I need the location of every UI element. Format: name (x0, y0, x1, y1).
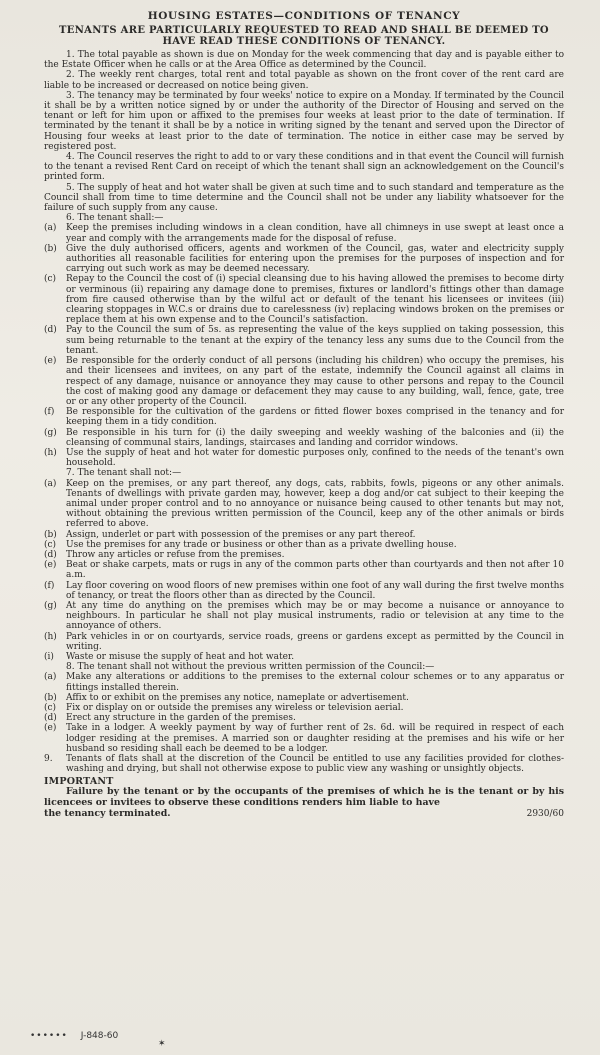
item-marker: (d) (44, 713, 57, 724)
condition-7-heading: 7. The tenant shall not:— (66, 468, 182, 479)
item-marker: 9. (44, 754, 53, 765)
print-footer (30, 1031, 166, 1049)
item-text: Keep the premises including windows in a clean condition, have all chimneys in use swept at least once a year and comply with the arrangements made for the disposal of refuse. (66, 223, 564, 244)
item-text: Use the supply of heat and hot water for domestic purposes only, confined to the needs of the tenant's own household. (66, 447, 564, 469)
item-marker: (c) (44, 703, 57, 713)
important-text: Failure by the tenant or by the occupants of the premises of which he is the tenant or by his licencees or invitees to observe these conditions renders him liable to have (44, 786, 564, 809)
item-text: Make any alterations or additions to the premises to the external colour schemes or to any apparatus or fittings installed therein. (66, 672, 564, 693)
list-item (44, 407, 564, 427)
item-marker: (g) (44, 600, 57, 611)
document-title: HOUSING ESTATES—CONDITIONS OF TENANCY (147, 10, 461, 22)
item-text: Be responsible for the orderly conduct of all persons (including his children) who occupy the premises, his and their licensees and invitees, on any part of the estate, indemnify the Council against all claims in respect of any damage, nuisance or annoyance they may cause to other persons and repay to the Council the cost of making good any damage or defacement they may cause to any building, wall, fence, gate, tree or or any other property of the Council. (66, 356, 564, 407)
condition-3: 3. The tenancy may be terminated by four weeks' notice to expire on a Monday. If terminated by the Council it shall be by a written notice signed by or under the authority of the Director of Housing and served on the tenant or left for him upon or affixed to the premises four weeks at least prior to the date of termination. If terminated by the tenant it shall be by a notice in writing signed by the tenant and served upon the Director of Housing four weeks at least prior to the date of termination. The notice in either case may be served by registered post. (44, 90, 564, 152)
list-item (44, 652, 564, 662)
list-item (44, 530, 564, 540)
item-marker: (h) (44, 447, 57, 458)
list-item (44, 693, 564, 703)
item-marker: (b) (44, 243, 57, 254)
condition-9 (44, 754, 564, 774)
list-item (44, 703, 564, 713)
item-text: Park vehicles in or on courtyards, service roads, greens or gardens except as permitted by the Council in writing. (66, 631, 564, 652)
list-item (44, 356, 564, 407)
item-text: Throw any articles or refuse from the premises. (66, 549, 285, 560)
list-item (44, 713, 564, 723)
item-marker: (b) (44, 692, 57, 703)
list-item (44, 223, 564, 243)
item-marker: (d) (44, 325, 57, 336)
important-end-line (44, 809, 564, 820)
item-text: Be responsible in his turn for (i) the daily sweeping and weekly washing of the balconies and (ii) the cleansing of communal stairs, landings, staircases and landing and corridor windows. (66, 427, 564, 448)
list-item (44, 723, 564, 754)
item-marker: (h) (44, 631, 57, 642)
item-text: Take in a lodger. A weekly payment by way of further rent of 2s. 6d. will be required in respect of each lodger residing at the premises. A married son or daughter residing at the premises and his wife or her husband so residing shall each be deemed to be a lodger. (66, 723, 564, 754)
condition-2: 2. The weekly rent charges, total rent and total payable as shown on the front cover of the rent card are liable to be increased or decreased on notice being given. (44, 70, 564, 91)
item-text: Fix or display on or outside the premises any wireless or television aerial. (66, 703, 404, 713)
item-marker: (f) (44, 580, 55, 591)
condition-8-list (44, 672, 564, 754)
document-subtitle: TENANTS ARE PARTICULARLY REQUESTED TO READ AND SHALL BE DEEMED TO HAVE READ THESE CONDITIONS OF TENANCY. (59, 25, 549, 47)
list-item (44, 581, 564, 601)
item-marker: (i) (44, 651, 54, 662)
footer-mark: ✶ (158, 1039, 166, 1049)
footer-stars: •••••• (30, 1031, 68, 1041)
item-marker: (a) (44, 672, 57, 683)
item-text: Assign, underlet or part with possession of the premises or any part thereof. (66, 529, 416, 540)
item-marker: (d) (44, 549, 57, 560)
condition-6-heading: 6. The tenant shall:— (66, 213, 164, 224)
condition-7-list (44, 479, 564, 663)
item-text: Erect any structure in the garden of the premises. (66, 713, 296, 724)
condition-8-heading: 8. The tenant shall not without the previous written permission of the Council:— (66, 662, 435, 673)
item-marker: (e) (44, 356, 57, 367)
item-marker: (c) (44, 539, 57, 550)
item-text: Give the duly authorised officers, agents and workmen of the Council, gas, water and electricity supply authorities all reasonable facilities for entering upon the premises for the purposes of inspection and for carrying out such work as may be deemed necessary. (66, 243, 564, 275)
item-marker: (g) (44, 427, 57, 438)
item-text: Be responsible for the cultivation of the gardens or fitted flower boxes comprised in the tenancy and for keeping them in a tidy condition. (66, 407, 564, 428)
item-text: Pay to the Council the sum of 5s. as representing the value of the keys supplied on taking possession, this sum being returnable to the tenant at the expiry of the tenancy less any sums due to the Council from the tenant. (66, 325, 564, 356)
item-marker: (f) (44, 407, 55, 418)
list-item (44, 601, 564, 632)
list-item (44, 672, 564, 692)
list-item (44, 448, 564, 468)
condition-5: 5. The supply of heat and hot water shall be given at such time and to such standard and temperature as the Council shall from time to time determine and the Council shall not be under any liability whatsoever for the failure of such supply from any cause. (44, 182, 564, 214)
list-item (44, 540, 564, 550)
list-item (44, 560, 564, 580)
item-marker: (e) (44, 723, 57, 734)
condition-1: 1. The total payable as shown is due on Monday for the week commencing that day and is payable either to the Estate Officer when he calls or at the Area Office as determined by the Council. (44, 50, 564, 71)
list-item (44, 632, 564, 652)
item-text: Beat or shake carpets, mats or rugs in any of the common parts other than courtyards and then not after 10 a.m. (66, 560, 564, 581)
form-number: 2930/60 (526, 808, 564, 819)
list-item (44, 550, 564, 560)
list-item (44, 244, 564, 275)
item-text: Waste or misuse the supply of heat and hot water. (66, 651, 295, 662)
item-text: Affix to or exhibit on the premises any notice, nameplate or advertisement. (66, 692, 409, 703)
list-item (44, 274, 564, 325)
item-text: At any time do anything on the premises which may be or may become a nuisance or annoyance to neighbours. In particular he shall not play musical instruments, radio or television at any time to the annoyance of others. (66, 600, 564, 632)
list-item (44, 479, 564, 530)
item-marker: (c) (44, 274, 57, 285)
item-text: Lay floor covering on wood floors of new premises within one foot of any wall during the first twelve months of tenancy, or treat the floors other than as directed by the Council. (66, 580, 564, 601)
item-marker: (a) (44, 478, 57, 489)
list-item (44, 325, 564, 356)
important-heading: IMPORTANT (44, 776, 114, 788)
item-text: Use the premises for any trade or business or other than as a private dwelling house. (66, 539, 457, 550)
item-text: Repay to the Council the cost of (i) special cleansing due to his having allowed the premises to become dirty or verminous (ii) repairing any damage done to premises, fixtures or landlord's fittings other than damage from fire caused otherwise than by the wilful act or default of the tenant his licensees or invitees (iii) clearing stoppages in W.C.s or drains due to carelessness (iv) replacing windows broken on the premises or replace them at his own expense and to the Council's satisfaction. (66, 274, 564, 326)
footer-code: J-848-60 (80, 1031, 119, 1041)
item-marker: (e) (44, 560, 57, 571)
item-text: Tenants of flats shall at the discretion of the Council be entitled to use any facilities provided for clothes-washing and drying, but shall not otherwise expose to public view any washing or unsightly objects. (66, 754, 564, 775)
important-end-text: the tenancy terminated. (44, 807, 171, 819)
item-marker: (a) (44, 223, 57, 234)
item-text: Keep on the premises, or any part thereof, any dogs, cats, rabbits, fowls, pigeons or any other animals. Tenants of dwellings with private garden may, however, keep a dog and/or cat subject to their keeping the animal under proper control and to no annoyance or nuisance being caused to other tenants but may not, without obtaining the previous written permission of the Council, keep any of the other animals or birds referred to above. (66, 478, 564, 530)
item-marker: (b) (44, 529, 57, 540)
condition-4: 4. The Council reserves the right to add to or vary these conditions and in that event the Council will furnish to the tenant a revised Rent Card on receipt of which the tenant shall sign an acknowledgement on the Council's printed form. (44, 152, 564, 183)
condition-6-list (44, 223, 564, 468)
list-item (44, 428, 564, 448)
